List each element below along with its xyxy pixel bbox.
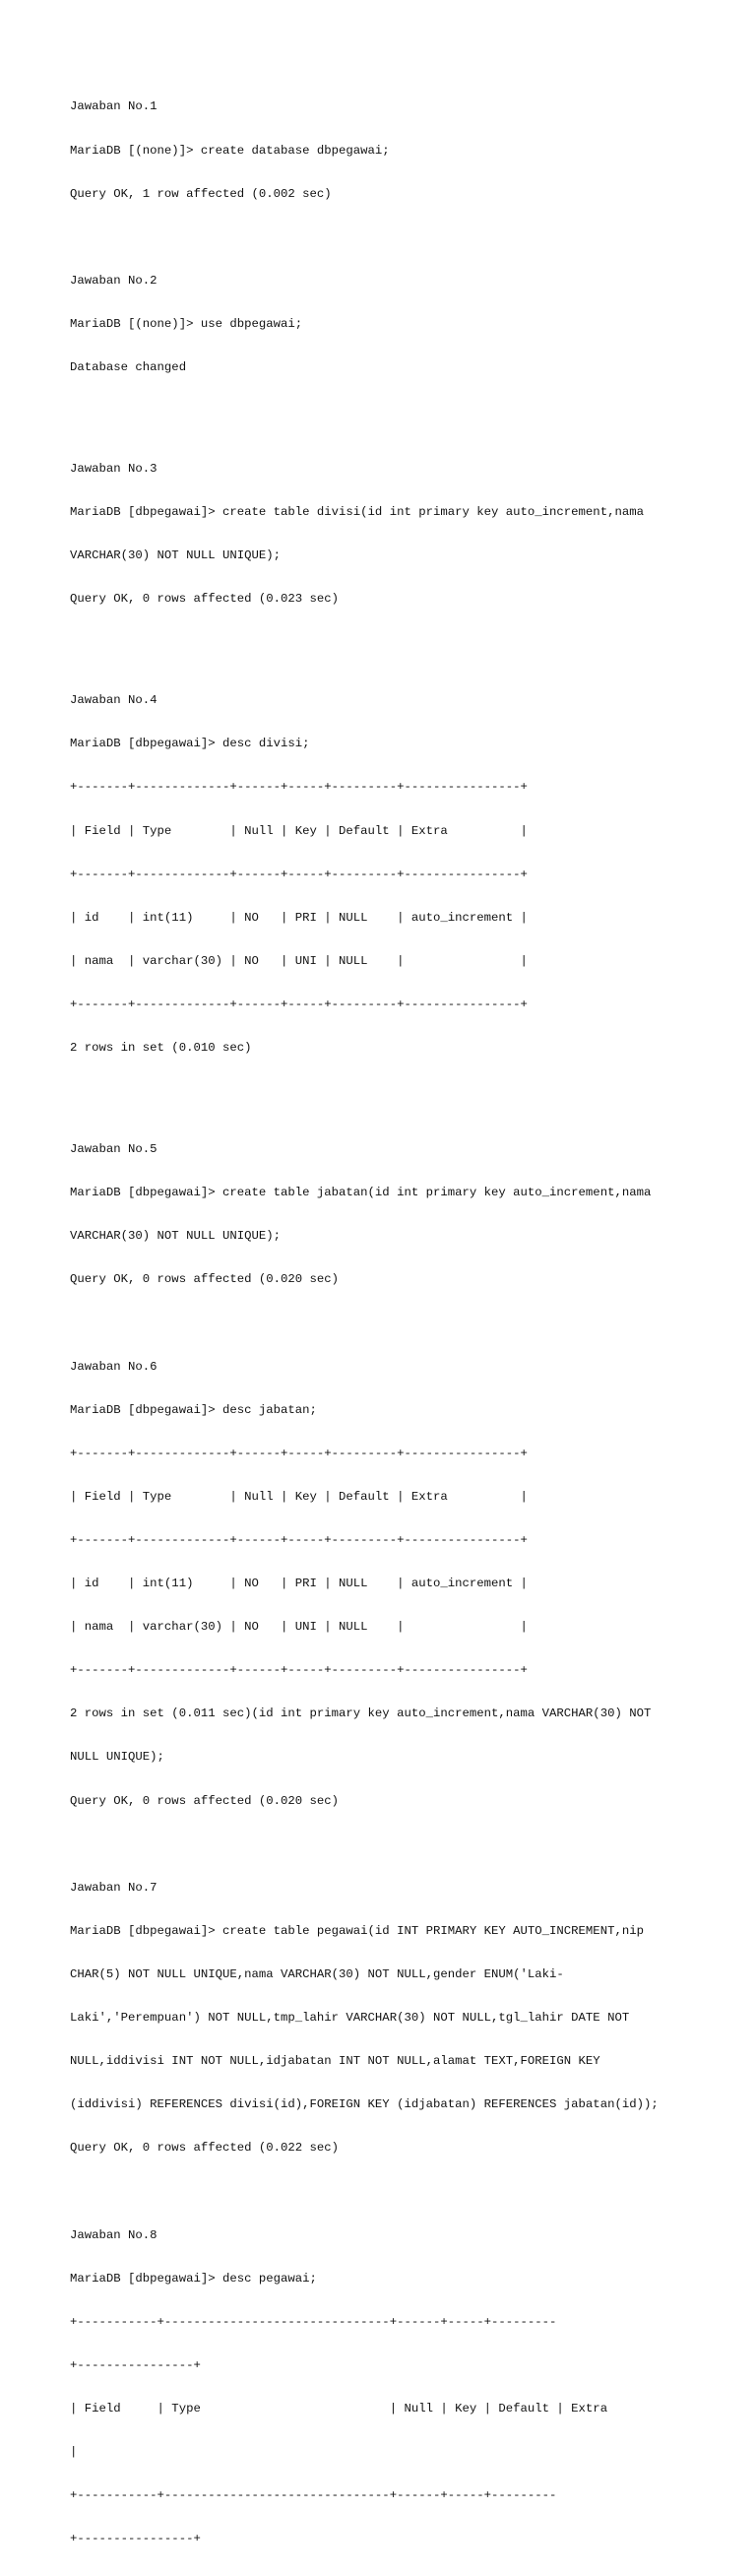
table-border: +-------+-------------+------+-----+---------+----------------+ [70, 997, 528, 1011]
console-line: Query OK, 0 rows affected (0.020 sec) [70, 1272, 340, 1287]
console-line: 2 rows in set (0.011 sec)(id int primary key auto_increment,nama VARCHAR(30) NOT [70, 1707, 652, 1721]
answer-block [70, 71, 749, 230]
console-line: MariaDB [dbpegawai]> desc divisi; [70, 737, 310, 751]
table-border: +-------+-------------+------+-----+---------+----------------+ [70, 867, 528, 881]
console-line: VARCHAR(30) NOT NULL UNIQUE); [70, 548, 282, 563]
console-line: 2 rows in set (0.010 sec) [70, 1041, 252, 1056]
spacer [70, 635, 749, 664]
console-line: Database changed [70, 360, 187, 375]
table-header-row: | Field | Type | Null | Key | Default | Extra | [70, 1489, 528, 1504]
answer-block [70, 433, 749, 636]
spacer [70, 1316, 749, 1330]
answer-heading: Jawaban No.7 [70, 1880, 158, 1895]
console-line: VARCHAR(30) NOT NULL UNIQUE); [70, 1229, 282, 1244]
console-line: MariaDB [dbpegawai]> desc jabatan; [70, 1402, 317, 1417]
spacer [70, 2185, 749, 2200]
table-row: | nama | varchar(30) | NO | UNI | NULL | | [70, 953, 528, 968]
table-border: +-------+-------------+------+-----+---------+----------------+ [70, 780, 528, 795]
answer-heading: Jawaban No.1 [70, 99, 158, 114]
answer-heading: Jawaban No.4 [70, 693, 158, 708]
table-row: | id | int(11) | NO | PRI | NULL | auto_increment | [70, 910, 528, 925]
console-line: MariaDB [dbpegawai]> create table divisi(id int primary key auto_increment,nama [70, 505, 644, 520]
console-line: Query OK, 0 rows affected (0.023 sec) [70, 592, 340, 607]
spacer [70, 1837, 749, 1852]
spacer [70, 1084, 749, 1113]
table-border: +-------+-------------+------+-----+---------+----------------+ [70, 1663, 528, 1678]
answer-heading: Jawaban No.2 [70, 273, 158, 288]
answer-block [70, 244, 749, 404]
table-row: | nama | varchar(30) | NO | UNI | NULL | | [70, 1620, 528, 1635]
console-line: NULL UNIQUE); [70, 1750, 164, 1765]
table-border: +-------+-------------+------+-----+---------+----------------+ [70, 1446, 528, 1460]
console-line: Query OK, 0 rows affected (0.020 sec) [70, 1793, 340, 1808]
answer-block [70, 1114, 749, 1317]
table-header-row: | Field | Type | Null | Key | Default | Extra [70, 2402, 608, 2416]
answer-heading: Jawaban No.8 [70, 2227, 158, 2242]
spacer [70, 404, 749, 432]
table-border: +----------------+ [70, 2357, 201, 2372]
answer-block [70, 1851, 749, 2184]
console-line: MariaDB [dbpegawai]> desc pegawai; [70, 2271, 317, 2286]
console-line: (iddivisi) REFERENCES divisi(id),FOREIGN KEY (idjabatan) REFERENCES jabatan(id)); [70, 2097, 659, 2112]
console-line: MariaDB [dbpegawai]> create table pegawai(id INT PRIMARY KEY AUTO_INCREMENT,nip [70, 1923, 644, 1938]
answer-heading: Jawaban No.6 [70, 1359, 158, 1374]
answer-block [70, 1330, 749, 1837]
answer-block [70, 665, 749, 1084]
table-border: +-----------+-------------------------------+------+-----+--------- [70, 2314, 557, 2329]
console-line: MariaDB [dbpegawai]> create table jabatan(id int primary key auto_increment,nama [70, 1186, 652, 1200]
spacer [70, 230, 749, 245]
console-line: CHAR(5) NOT NULL UNIQUE,nama VARCHAR(30) NOT NULL,gender ENUM('Laki- [70, 1967, 564, 1982]
console-line: NULL,iddivisi INT NOT NULL,idjabatan INT NOT NULL,alamat TEXT,FOREIGN KEY [70, 2054, 600, 2069]
answer-heading: Jawaban No.3 [70, 461, 158, 476]
answer-heading: Jawaban No.5 [70, 1141, 158, 1156]
table-border: +-----------+-------------------------------+------+-----+--------- [70, 2488, 557, 2503]
console-line: Laki','Perempuan') NOT NULL,tmp_lahir VARCHAR(30) NOT NULL,tgl_lahir DATE NOT [70, 2011, 630, 2026]
console-line: MariaDB [(none)]> use dbpegawai; [70, 316, 303, 331]
answer-block [70, 2199, 749, 2575]
table-header-row: | Field | Type | Null | Key | Default | Extra | [70, 823, 528, 838]
table-header-row: | [70, 2445, 78, 2460]
table-border: +----------------+ [70, 2532, 201, 2546]
console-line: Query OK, 0 rows affected (0.022 sec) [70, 2141, 340, 2156]
console-line: Query OK, 1 row affected (0.002 sec) [70, 186, 332, 201]
table-row: | id | int(11) | NO | PRI | NULL | auto_increment | [70, 1577, 528, 1591]
table-border: +-------+-------------+------+-----+---------+----------------+ [70, 1532, 528, 1547]
document-body [70, 71, 749, 2576]
console-line: MariaDB [(none)]> create database dbpegawai; [70, 143, 390, 158]
